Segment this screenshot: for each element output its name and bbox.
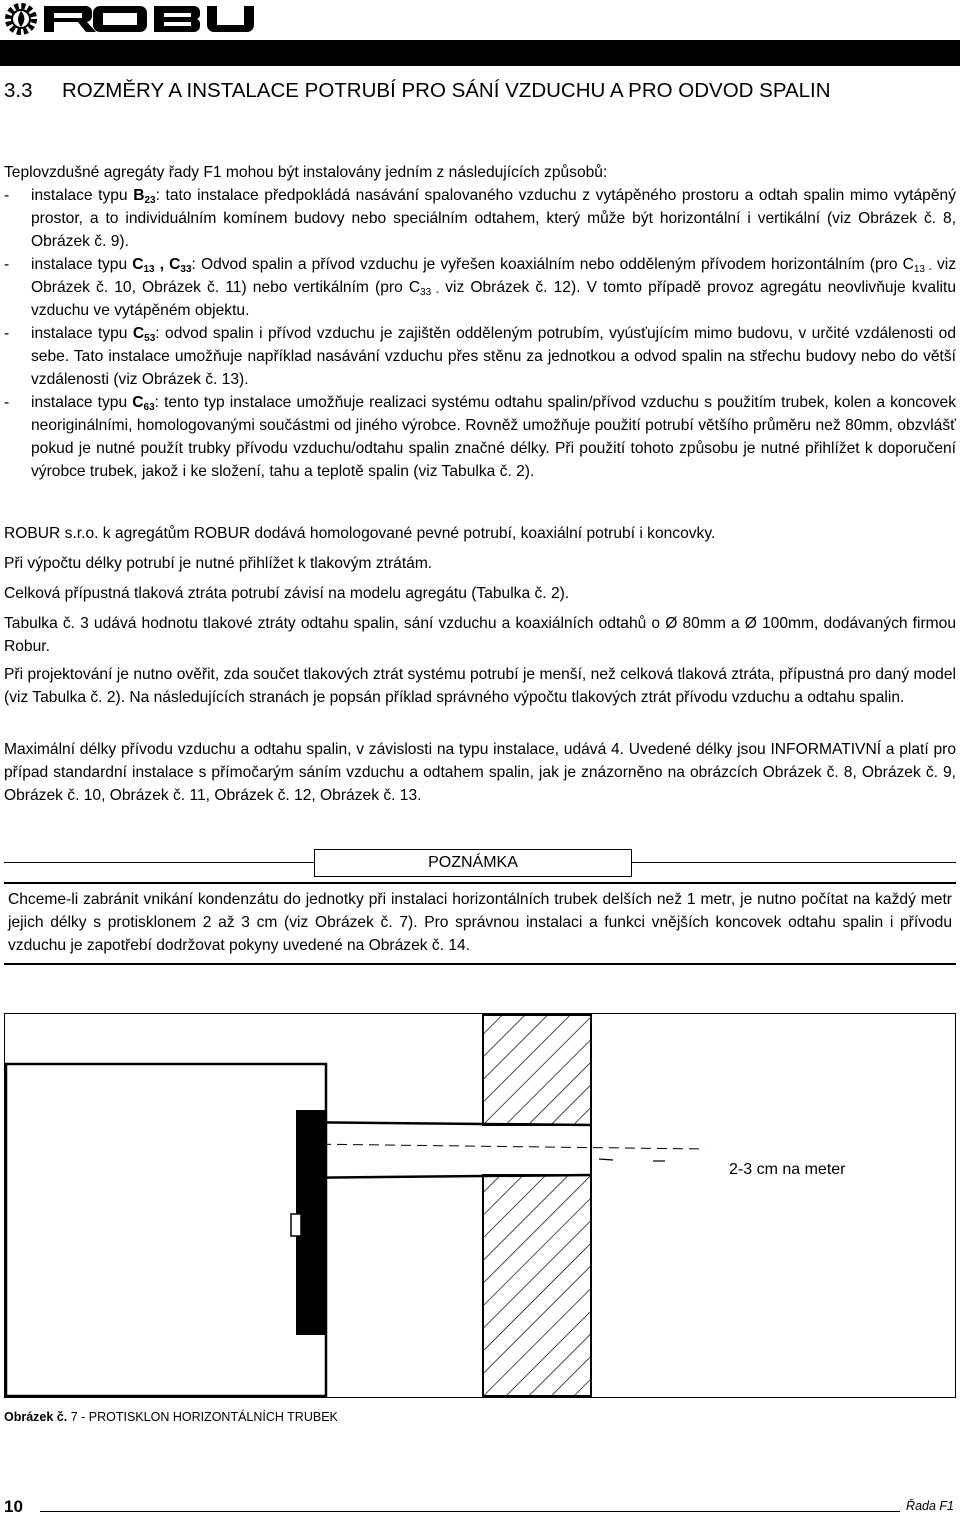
pipe-slope-drawing bbox=[5, 1014, 955, 1397]
header-bar bbox=[0, 40, 960, 66]
flame-gear-icon bbox=[8, 6, 34, 32]
section-title: ROZMĚRY A INSTALACE POTRUBÍ PRO SÁNÍ VZDUCHU A PRO ODVOD SPALIN bbox=[62, 79, 831, 102]
intro-text: Teplovzdušné agregáty řady F1 mohou být instalovány jedním z následujících způsobů: bbox=[4, 164, 608, 181]
paragraph-total-loss: Celková přípustná tlaková ztráta potrubí závisí na modelu agregátu (Tabulka č. 2). bbox=[4, 585, 570, 602]
section-heading bbox=[4, 77, 956, 105]
list-item: - instalace typu $C_{13}$ , $C_{33}$: Odvod spalin a přívod vzduchu je vyřešen koaxiálním nebo odděleným přívodem horizontálním (pro $C_{13 -}$ viz Obrázek č. 10, Obrázek č. 11) nebo vertikálním (pro $C_{33 -}$ viz Obrázek č. 12). V tomto případě provoz agregátu neovlivňuje kvalitu vzduchu ve vytápěném objektu. bbox=[4, 256, 957, 319]
list-item: - instalace typu $C_{53}$: odvod spalin i přívod vzduchu je zajištěn odděleným potrubím, vyúsťujícím mimo budovu, v určité vzdálenosti od sebe. Tato instalace umožňuje například nasávání vzduchu přes stěnu za jednotkou a odvod spalin na střechu budovy nebo do větší vzdálenosti (viz Obrázek č. 13). bbox=[4, 325, 957, 388]
paragraph-design-check: Při projektování je nutno ověřit, zda součet tlakových ztrát systému potrubí je menší, než celková tlaková ztráta, přípustná pro daný model (viz Tabulka č. 2). Na následujících stranách je popsán příklad správného výpočtu tlakových ztrát přívodu vzduchu a odtahu spalin. bbox=[4, 666, 956, 706]
section-number: 3.3 bbox=[4, 79, 33, 102]
list-item: - instalace typu $B_{23}$: tato instalace předpokládá nasávání spalovaného vzduchu z vytápěného prostoru a odtah spalin mimo vytápěný prostor, a to individuálním komínem budovy nebo speciálním odtahem, který může být horizontální i vertikální (viz Obrázek č. 8, Obrázek č. 9). bbox=[4, 187, 956, 250]
installation-types-list bbox=[4, 184, 956, 483]
series-name: Řada F1 bbox=[906, 1499, 954, 1513]
figure-7-frame bbox=[4, 1013, 956, 1398]
paragraph-robur-supply: ROBUR s.r.o. k agregátům ROBUR dodává homologované pevné potrubí, koaxiální potrubí i koncovky. bbox=[4, 525, 716, 542]
robur-logo bbox=[4, 2, 266, 36]
figure-caption: Obrázek č. 7 - PROTISKLON HORIZONTÁLNÍCH TRUBEK bbox=[4, 1410, 338, 1424]
logo-wordmark bbox=[44, 6, 254, 32]
wall-section bbox=[483, 1015, 591, 1396]
note-heading: POZNÁMKA bbox=[314, 849, 632, 877]
paragraph-max-lengths: Maximální délky přívodu vzduchu a odtahu spalin, v závislosti na typu instalace, udává 4. Uvedené délky jsou INFORMATIVNÍ a platí pro případ standardní instalace s přímočarým sáním vzduchu a odtahem spalin, jak je znázorněno na obrázcích Obrázek č. 8, Obrázek č. 9, Obrázek č. 10, Obrázek č. 11, Obrázek č. 12, Obrázek č. 13. bbox=[4, 741, 956, 804]
footer-divider bbox=[40, 1511, 900, 1512]
note-text: Chceme-li zabránit vnikání kondenzátu do jednotky při instalaci horizontálních trubek delších než 1 metr, je nutno počítat na každý metr jejich délky s protisklonem 2 až 3 cm (viz Obrázek č. 7). Pro správnou instalaci a funkci vnějších koncovek odtahu spalin i přívodu vzduchu je zapotřebí dodržovat pokyny uvedené na Obrázek č. 14. bbox=[4, 882, 956, 965]
paragraph-pressure-loss: Při výpočtu délky potrubí je nutné přihlížet k tlakovým ztrátám. bbox=[4, 555, 433, 572]
slope-label: 2-3 cm na meter bbox=[729, 1161, 846, 1178]
pipe bbox=[285, 1122, 705, 1178]
heater-unit bbox=[6, 1064, 326, 1396]
slope-marks bbox=[599, 1159, 665, 1161]
page-number: 10 bbox=[4, 1497, 23, 1516]
paragraph-table-ref: Tabulka č. 3 udává hodnotu tlakové ztráty odtahu spalin, sání vzduchu a koaxiálních odtahů o Ø 80mm a Ø 100mm, dodávaných firmou Robur. bbox=[4, 615, 956, 655]
list-item: - instalace typu $C_{63}$: tento typ instalace umožňuje realizaci systému odtahu spalin/přívod vzduchu s použitím trubek, kolen a koncovek neoriginálními, homologovanými součástmi od jiného výrobce. Rovněž umožňuje použití potrubí většího průměru než 80mm, obzvlášť pokud je nutné použít trubky přívodu vzduchu/odtahu spalin značné délky. Při použití tohoto způsobu je nutné přihlížet k doporučení výrobce trubek, jakož i ke složení, tahu a teplotě spalin (viz Tabulka č. 2). bbox=[4, 394, 956, 480]
